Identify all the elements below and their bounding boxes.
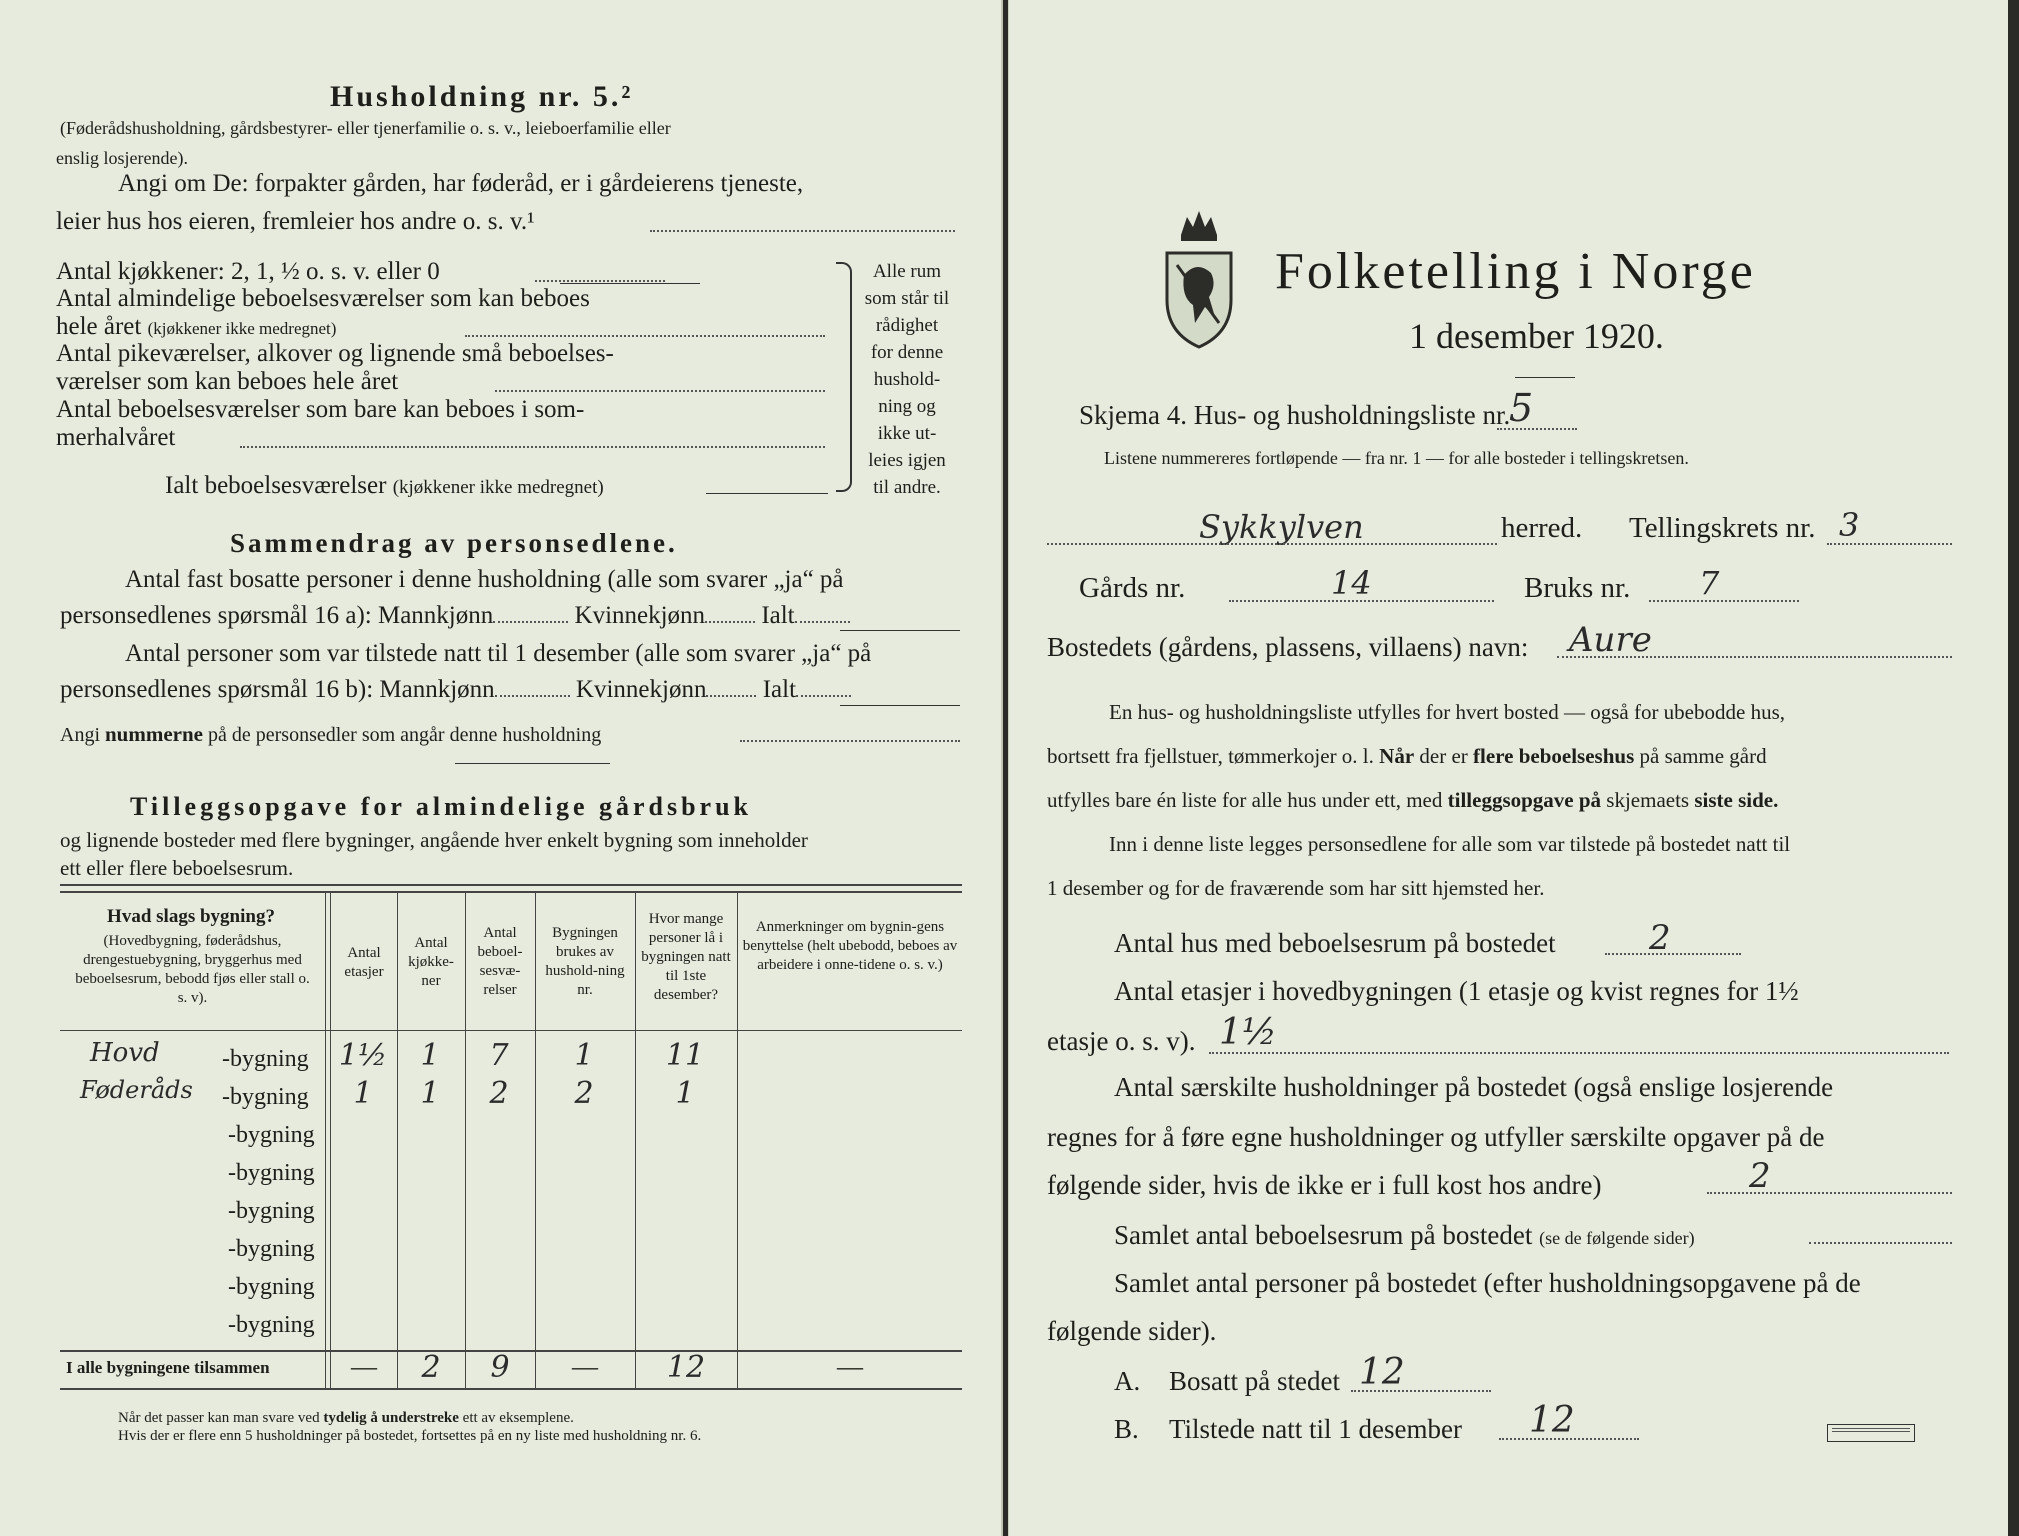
total-etasjer: — <box>351 1352 377 1381</box>
footnote-1-c: ett av eksemplene. <box>462 1410 574 1426</box>
header-husholdning: Bygningen brukes av hushold-ning nr. <box>545 925 625 998</box>
gards-value: 14 <box>1331 564 1372 602</box>
rooms-ialt-text: Ialt beboelsesværelser <box>165 472 387 499</box>
etasjer-dots <box>1209 1052 1949 1054</box>
herred-label: herred. <box>1501 512 1583 544</box>
row-building-name: Hovd <box>90 1038 160 1068</box>
row-personer: 1 <box>675 1076 695 1111</box>
hush-dots <box>1707 1192 1952 1194</box>
tillegg-line-2: ett eller flere beboelsesrum. <box>60 856 294 880</box>
brace-note-line: til andre. <box>873 477 941 498</box>
angi-c: på de personsedler som angår denne husholdning <box>208 724 602 746</box>
bruks-dots <box>1649 600 1799 602</box>
row-bygning-label: -bygning <box>228 1312 315 1338</box>
brace-note-line: som står til <box>864 288 950 309</box>
row-personer: 11 <box>665 1038 705 1073</box>
sammendrag-heading: Sammendrag av personsedlene. <box>230 528 678 558</box>
tilst-ialt-label: Ialt <box>762 676 797 703</box>
brace-note-line: ning og <box>878 396 936 417</box>
total-personer: 12 <box>666 1350 706 1385</box>
a-dots <box>1351 1390 1491 1392</box>
samlet-rum-note: (se de følgende sider) <box>1539 1228 1695 1248</box>
header-personer: Hvor mange personer lå i bygningen natt til 1ste desember? <box>641 911 731 1003</box>
a-value: 12 <box>1359 1352 1405 1393</box>
rooms-sommer-2: merhalvåret <box>56 424 176 451</box>
hush-line-3: følgende sider, hvis de ikke er i full kost hos andre) <box>1047 1170 1602 1200</box>
sammendrag-tilst-2 <box>60 676 851 704</box>
total-vaerelser: 9 <box>490 1350 510 1385</box>
table-row <box>60 1154 960 1192</box>
hush-line-1: Antal særskilte husholdninger på bostedet (også enslige losjerende <box>1114 1072 1834 1102</box>
rooms-alm-2-text: hele året <box>56 313 142 340</box>
b-letter: B. <box>1114 1414 1139 1444</box>
instr-3 <box>1047 788 1778 813</box>
row-bygning-label: -bygning <box>222 1084 309 1110</box>
a-letter: A. <box>1114 1366 1141 1396</box>
samlet-rum-label: Samlet antal beboelsesrum på bostedet <box>1114 1220 1533 1250</box>
left-page <box>0 0 1003 1536</box>
krets-dots <box>1827 543 1952 545</box>
household-title: Husholdning nr. 5.² <box>330 80 634 113</box>
instr-3-c: skjemaets <box>1606 788 1690 812</box>
kjokkener-answer <box>560 283 700 284</box>
header-etasjer: Antal etasjer <box>344 945 384 980</box>
tillegg-heading: Tilleggsopgave for almindelige gårdsbruk <box>130 792 753 821</box>
bruks-value: 7 <box>1699 564 1720 602</box>
brace-note-line: ikke ut- <box>877 423 937 444</box>
total-label: I alle bygningene tilsammen <box>66 1358 270 1377</box>
row-bygning-label: -bygning <box>228 1198 315 1224</box>
section-divider <box>455 763 610 764</box>
row-building-name: Føderåds <box>80 1076 193 1104</box>
footnote-1-b: tydelig å understreke <box>323 1410 459 1426</box>
samlet-pers-1: Samlet antal personer på bostedet (efter husholdningsopgavene på de <box>1114 1268 1861 1298</box>
footnote-1 <box>118 1410 574 1427</box>
brace-note-line: rådighet <box>875 315 939 336</box>
bosted-dots <box>1557 656 1952 658</box>
brace-note-line: leies igjen <box>868 450 946 471</box>
angi-line-1: Angi om De: forpakter gården, har føderåd, er i gårdeierens tjeneste, <box>118 170 804 197</box>
rooms-alm-2-note: (kjøkkener ikke medregnet) <box>147 319 337 338</box>
total-kjokkener: 2 <box>421 1350 441 1385</box>
rooms-alm-2 <box>56 313 336 341</box>
fast-kvinne-label: Kvinnekjønn <box>574 602 706 629</box>
pike-dots <box>495 390 825 392</box>
etasjer-value: 1½ <box>1219 1012 1277 1053</box>
rooms-kjokkener: Antal kjøkkener: 2, 1, ½ o. s. v. eller 0 <box>56 258 440 285</box>
rooms-pike-1: Antal pikeværelser, alkover og lignende små beboelses- <box>56 340 614 367</box>
table-row <box>60 1040 960 1078</box>
hus-value: 2 <box>1649 918 1671 958</box>
brace-note-line: for denne <box>870 342 944 363</box>
row-kjokkener: 1 <box>420 1076 440 1111</box>
etasjer-line-1: Antal etasjer i hovedbygningen (1 etasje og kvist regnes for 1½ <box>1114 976 1799 1006</box>
sammendrag-angi <box>60 722 601 747</box>
row-bygning-label: -bygning <box>228 1122 315 1148</box>
row-kjokkener: 1 <box>420 1038 440 1073</box>
rooms-ialt <box>165 472 604 500</box>
instr-3-d: siste side. <box>1694 788 1779 812</box>
hush-value: 2 <box>1749 1156 1771 1196</box>
rooms-pike-2: værelser som kan beboes hele året <box>56 368 399 395</box>
sammendrag-fast-2 <box>60 602 850 630</box>
herred-value: Sykkylven <box>1199 508 1364 546</box>
bosted-label: Bostedets (gårdens, plassens, villaens) navn: <box>1047 632 1529 662</box>
row-bygning-label: -bygning <box>228 1160 315 1186</box>
rooms-ialt-note: (kjøkkener ikke medregnet) <box>392 477 604 498</box>
b-dots <box>1499 1438 1639 1440</box>
samlet-rum <box>1114 1220 1695 1251</box>
brace-note-line: hushold- <box>873 369 941 390</box>
brace-note <box>852 258 962 501</box>
intro-paren: (Føderådshusholdning, gårdsbestyrer- eller tjenerfamilie o. s. v., leieboerfamilie eller <box>60 118 671 138</box>
intro-paren-2: enslig losjerende). <box>56 148 188 168</box>
rooms-alm-1: Antal almindelige beboelsesværelser som kan beboes <box>56 285 590 312</box>
bosted-value: Aure <box>1569 620 1652 660</box>
tilst-ialt-answer <box>840 705 960 706</box>
title-divider <box>1515 377 1575 378</box>
instr-2-e: på samme gård <box>1639 744 1767 768</box>
etasjer-line-2: etasje o. s. v). <box>1047 1026 1196 1056</box>
instr-2-b: Når <box>1379 744 1415 768</box>
a-label: Bosatt på stedet <box>1169 1366 1340 1396</box>
b-label: Tilstede natt til 1 desember <box>1169 1414 1462 1444</box>
tilst-kvinne-label: Kvinnekjønn <box>575 676 707 703</box>
krets-value: 3 <box>1839 506 1860 544</box>
row-bygning-label: -bygning <box>222 1046 309 1072</box>
tillegg-line-1: og lignende bosteder med flere bygninger, angående hver enkelt bygning som inneholder <box>60 828 808 852</box>
sommer-dots <box>240 446 825 448</box>
row-vaerelser: 2 <box>489 1076 509 1111</box>
instr-4: Inn i denne liste legges personsedlene for alle som var tilstede på bostedet natt til <box>1109 832 1791 856</box>
row-bygning-label: -bygning <box>228 1236 315 1262</box>
tilst-mann-label: personsedlenes spørsmål 16 b): Mannkjønn <box>60 676 495 703</box>
rooms-brace <box>836 262 852 492</box>
table-row <box>60 1078 960 1116</box>
sammendrag-fast-1: Antal fast bosatte personer i denne husholdning (alle som svarer „ja“ på <box>125 566 844 593</box>
brace-note-line: Alle rum <box>872 261 942 282</box>
angi-answer-line <box>650 230 955 232</box>
fast-ialt-answer <box>840 630 960 631</box>
skjema-nr: 5 <box>1509 386 1534 430</box>
skjema-dots <box>1497 428 1577 430</box>
table-row <box>60 1192 960 1230</box>
row-husholdning: 2 <box>574 1076 594 1111</box>
table-row <box>60 1230 960 1268</box>
header-anm: Anmerkninger om bygnin-gens benyttelse (helt ubebodd, beboes av arbeidere i onne-tidene o. s. v.) <box>742 919 958 973</box>
gards-label: Gårds nr. <box>1079 572 1186 604</box>
alm-dots <box>465 335 825 337</box>
angi-dots <box>740 740 960 742</box>
total-anm: — <box>837 1352 863 1381</box>
instr-3-b: tilleggsopgave på <box>1447 788 1602 812</box>
kjokkener-dots <box>535 280 665 282</box>
instr-2-d: flere beboelseshus <box>1473 744 1635 768</box>
gards-dots <box>1229 600 1494 602</box>
row-etasjer: 1½ <box>338 1038 388 1073</box>
bruks-label: Bruks nr. <box>1524 572 1631 604</box>
herred-dots <box>1047 543 1497 545</box>
table-row <box>60 1116 960 1154</box>
angi-a: Angi <box>60 724 100 746</box>
right-page <box>1008 0 2008 1536</box>
rooms-sommer-1: Antal beboelsesværelser som bare kan beboes i som- <box>56 396 585 423</box>
instr-2-c: der er <box>1419 744 1468 768</box>
table-row <box>60 1306 960 1344</box>
header-vaerelser: Antal beboel-sesvæ-relser <box>477 925 523 998</box>
row-vaerelser: 7 <box>489 1038 509 1073</box>
header-kjokkener: Antal kjøkke-ner <box>408 935 454 989</box>
angi-line-2: leier hus hos eieren, fremleier hos andre o. s. v.¹ <box>56 208 535 235</box>
instr-1: En hus- og husholdningsliste utfylles for hvert bosted — også for ubebodde hus, <box>1109 700 1785 724</box>
hush-line-2: regnes for å føre egne husholdninger og utfyller særskilte opgaver på de <box>1047 1122 1825 1152</box>
table-row <box>60 1268 960 1306</box>
hus-dots <box>1605 953 1741 955</box>
printer-stamp-icon <box>1827 1424 1915 1442</box>
ialt-answer <box>706 493 828 494</box>
fast-mann-label: personsedlenes spørsmål 16 a): Mannkjønn <box>60 602 494 629</box>
samlet-rum-dots <box>1809 1242 1952 1244</box>
norway-lion-coat-of-arms-icon <box>1159 205 1239 350</box>
census-date: 1 desember 1920. <box>1409 316 1664 356</box>
total-husholdning: — <box>572 1352 598 1381</box>
b-value: 12 <box>1529 1400 1575 1441</box>
row-etasjer: 1 <box>353 1076 373 1111</box>
col0-sub: (Hovedbygning, føderådshus, drengestuebygning, bryggerhus med beboelsesrum, bebodd fjøs eller stall o. s. v). <box>75 933 310 1006</box>
main-title: Folketelling i Norge <box>1275 243 1756 300</box>
instr-3-a: utfylles bare én liste for alle hus under ett, med <box>1047 788 1443 812</box>
footnote-2: Hvis der er flere enn 5 husholdninger på bostedet, fortsettes på en ny liste med husholdning nr. 6. <box>118 1428 702 1444</box>
samlet-pers-2: følgende sider). <box>1047 1316 1217 1346</box>
footnote-1-a: Når det passer kan man svare ved <box>118 1410 320 1426</box>
krets-label: Tellingskrets nr. <box>1629 512 1816 544</box>
instr-5: 1 desember og for de fraværende som har sitt hjemsted her. <box>1047 876 1545 900</box>
nummerering-note: Listene nummereres fortløpende — fra nr. 1 — for alle bosteder i tellingskretsen. <box>1104 448 1689 468</box>
sammendrag-tilst-1: Antal personer som var tilstede natt til 1 desember (alle som svarer „ja“ på <box>125 640 872 667</box>
row-husholdning: 1 <box>574 1038 594 1073</box>
instr-2 <box>1047 744 1767 769</box>
row-bygning-label: -bygning <box>228 1274 315 1300</box>
col0-title: Hvad slags bygning? <box>107 906 275 927</box>
angi-b: nummerne <box>105 722 203 746</box>
instr-2-a: bortsett fra fjellstuer, tømmerkojer o. l. <box>1047 744 1374 768</box>
hus-label: Antal hus med beboelsesrum på bostedet <box>1114 928 1556 958</box>
skjema-label: Skjema 4. Hus- og husholdningsliste nr. <box>1079 400 1511 430</box>
fast-ialt-label: Ialt <box>761 602 795 629</box>
